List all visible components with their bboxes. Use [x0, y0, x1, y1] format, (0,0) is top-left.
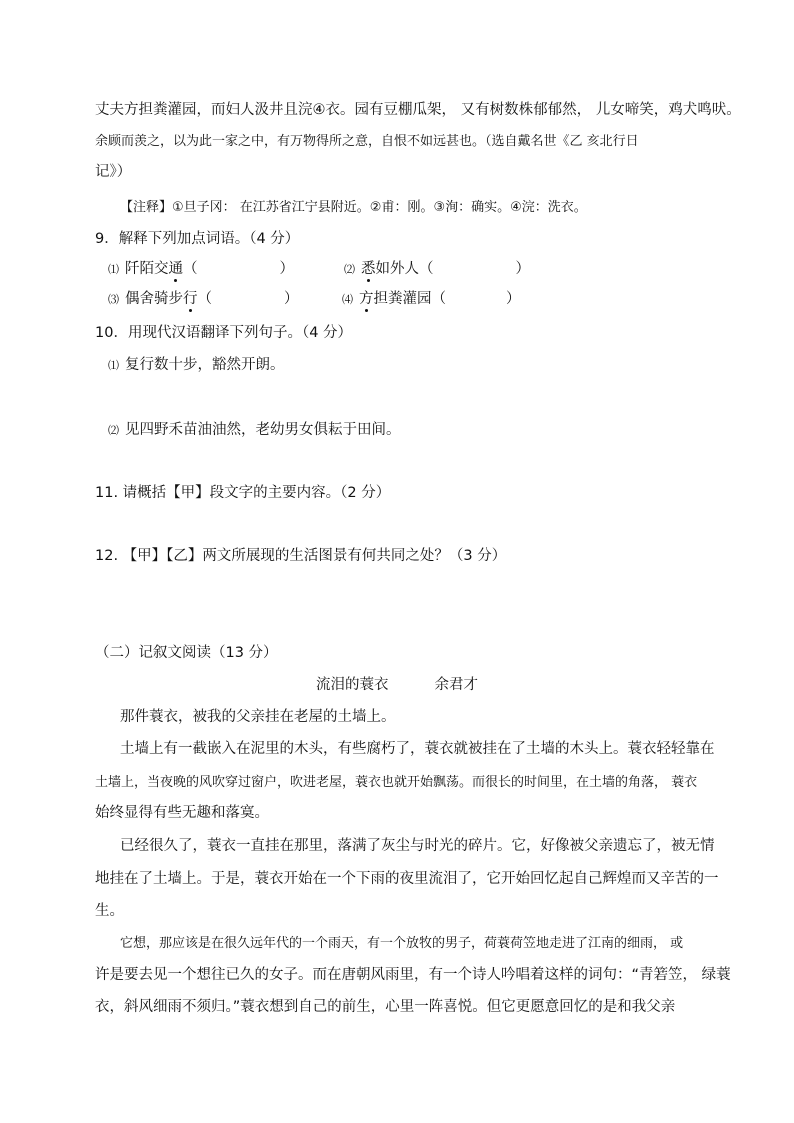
question-9-item-2: ⑵ 悉如外人（ ） [344, 261, 530, 277]
passage-yi-line-1: 丈夫方担粪灌园，而妇人汲井且浣④衣。园有豆棚瓜架， 又有树数株郁郁然， 儿女啼笑，鸡犬鸣吠。 [95, 102, 741, 118]
passage-yi-notes: 【注释】①旦子冈： 在江苏省江宁县附近。②甫：刚。③洵：确实。④浣：洗衣。 [120, 200, 587, 215]
article-para-line: 始终显得有些无趣和落寞。 [95, 805, 269, 821]
dotted-word: 通 [168, 261, 183, 277]
question-12: 12. 【甲】【乙】两文所展现的生活图景有何共同之处？（3 分） [95, 548, 507, 564]
passage-yi-line-3: 记》） [95, 164, 132, 180]
article-title-line [0, 675, 794, 695]
question-9-item-1: ⑴ 阡陌交通（ ） [108, 261, 294, 277]
article-para-line: 地挂在了土墙上。于是，蓑衣开始在一个下雨的夜里流泪了，它开始回忆起自己辉煌而又辛苦的一 [95, 871, 719, 887]
question-9-item-4: ⑷ 方担粪灌园（ ） [342, 291, 521, 307]
passage-yi-line-2: 余顾而羡之，以为此一家之中，有万物得所之意，自恨不如远甚也。（选自戴名世《乙 亥北行日 [95, 134, 639, 149]
dotted-word: 方 [359, 291, 374, 307]
dotted-word: 悉 [361, 261, 376, 277]
question-9-item-3: ⑶ 偶舍骑步行（ ） [108, 291, 299, 307]
article-para-line: 衣，斜风细雨不须归。”蓑衣想到自己的前生，心里一阵喜悦。但它更愿意回忆的是和我父亲 [95, 999, 676, 1015]
question-10-sentence-1: ⑴ 复行数十步，豁然开朗。 [108, 357, 285, 373]
article-author: 余君才 [434, 677, 478, 693]
article-para-line: 土墙上有一截嵌入在泥里的木头，有些腐朽了，蓑衣就被挂在了土墙的木头上。蓑衣轻轻靠在 [120, 741, 715, 757]
question-10-title: 10．用现代汉语翻译下列句子。（4 分） [95, 325, 353, 341]
article-para-line: 已经很久了，蓑衣一直挂在那里，落满了灰尘与时光的碎片。它，好像被父亲遗忘了，被无情 [120, 838, 715, 854]
question-10-sentence-2: ⑵ 见四野禾苗油油然，老幼男女俱耘于田间。 [108, 422, 401, 438]
section-2-heading: （二）记叙文阅读（13 分） [95, 645, 278, 661]
article-para-line: 土墙上，当夜晚的风吹穿过窗户，吹进老屋，蓑衣也就开始飘荡。而很长的时间里，在土墙的角落， 蓑衣 [95, 775, 698, 790]
dotted-word: 行 [183, 291, 198, 307]
article-title: 流泪的蓑衣 [316, 677, 389, 693]
question-11: 11. 请概括【甲】段文字的主要内容。（2 分） [95, 485, 391, 501]
article-para-line: 它想，那应该是在很久远年代的一个雨天，有一个放牧的男子，荷蓑荷笠地走进了江南的细雨， 或 [120, 936, 684, 951]
article-para-line: 那件蓑衣，被我的父亲挂在老屋的土墙上。 [120, 709, 396, 725]
article-para-line: 生。 [95, 903, 124, 919]
question-9-title: 9．解释下列加点词语。（4 分） [95, 231, 300, 247]
article-para-line: 许是要去见一个想往已久的女子。而在唐朝风雨里，有一个诗人吟唱着这样的词句：“青箬笠， 绿蓑 [95, 967, 731, 983]
